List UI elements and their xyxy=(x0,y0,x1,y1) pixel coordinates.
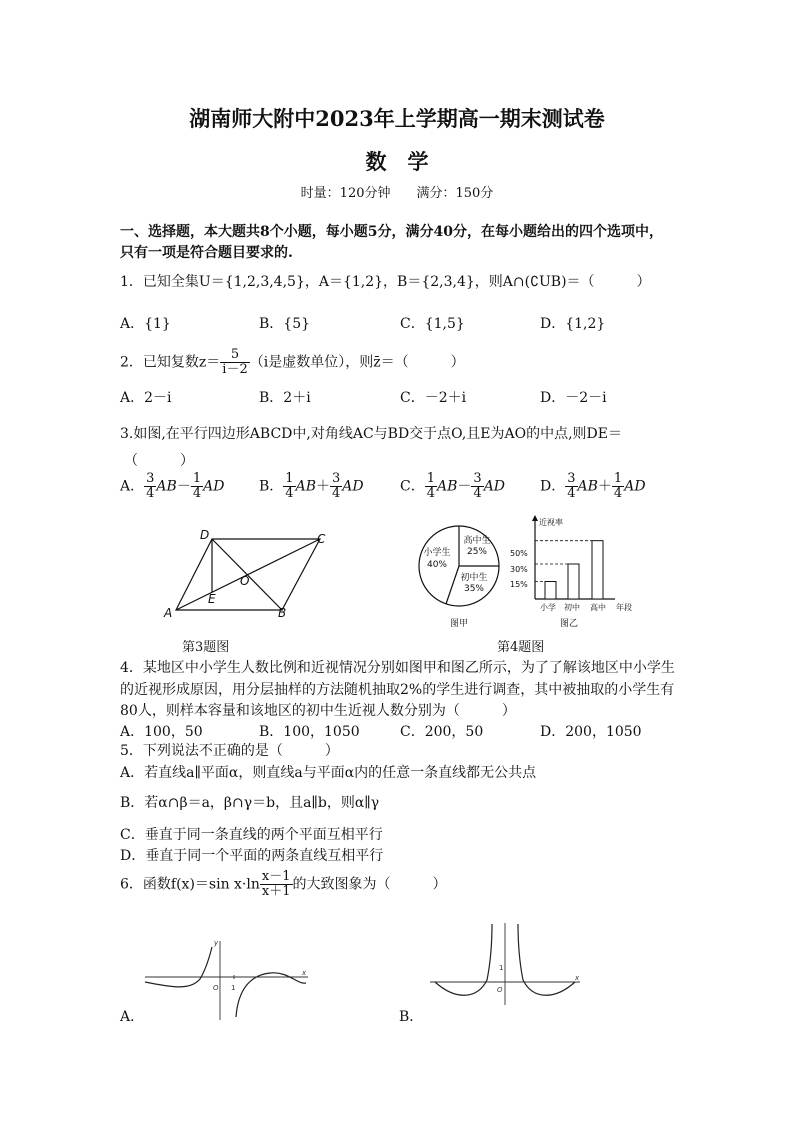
graph-b-origin: O xyxy=(497,986,503,994)
q2-option-a: A．2－i xyxy=(120,390,172,406)
q3-a-v1: AB xyxy=(156,478,177,495)
pie-value-junior: 35% xyxy=(463,584,485,594)
bar-series xyxy=(545,541,603,599)
bar-tick-50: 50% xyxy=(510,549,528,558)
q2-stem-a: 2．已知复数z＝ xyxy=(120,354,221,371)
q3-a-v2: AD xyxy=(203,478,225,495)
section-heading-line2: 只有一项是符合题目要求的. xyxy=(120,245,293,261)
q3-a-d2: 4 xyxy=(192,486,202,501)
q3-b-frac1 xyxy=(283,472,295,501)
q6-option-a: A． xyxy=(120,1009,145,1025)
q3-d-v1: AB xyxy=(577,478,598,495)
q3-c-op: － xyxy=(457,478,472,495)
q3-d-d2: 4 xyxy=(613,486,623,501)
point-a: A xyxy=(164,606,173,620)
q4-option-a: A．100，50 xyxy=(120,724,203,740)
q3-a-n1: 3 xyxy=(146,471,155,486)
q2-stem-b: （i是虚数单位），则z̄＝（ ） xyxy=(249,354,465,371)
q1-option-a: A．{1} xyxy=(120,316,171,332)
q2-fraction xyxy=(220,348,249,377)
q3-c-n1: 1 xyxy=(426,471,435,486)
graph-a-x-label: x xyxy=(302,969,307,977)
q3-option-c xyxy=(400,472,505,501)
graph-b-left-branch xyxy=(435,924,492,995)
q3-c-n2: 3 xyxy=(473,471,482,486)
q3-a-frac2 xyxy=(191,472,203,501)
q3-a-frac1 xyxy=(144,472,156,501)
q2-frac-num: 5 xyxy=(220,348,249,363)
q3-c-frac1 xyxy=(425,472,437,501)
q3-b-n1: 1 xyxy=(285,471,294,486)
q3-option-d xyxy=(540,472,646,501)
graph-b-one: 1 xyxy=(499,964,504,972)
bar-guides xyxy=(535,541,592,582)
bar-cat-primary: 小学 xyxy=(540,603,556,612)
graph-a-right-branch xyxy=(236,973,306,1017)
bar-junior xyxy=(568,564,579,599)
q4-option-b: B．100，1050 xyxy=(259,724,360,740)
graph-a-origin: O xyxy=(213,984,219,992)
q5-option-a: A．若直线a∥平面α，则直线a与平面α内的任意一条直线都无公共点 xyxy=(120,765,537,781)
q3-stem-line2: （ ） xyxy=(124,453,194,469)
q3-c-v1: AB xyxy=(437,478,458,495)
bar-cat-junior: 初中 xyxy=(564,603,580,612)
bar-x-label: 年段 xyxy=(616,603,632,612)
q1-option-c: C．{1,5} xyxy=(400,316,465,332)
pie-label-primary: 小学生 xyxy=(423,548,451,558)
exam-meta: 时量：120分钟 满分：150分 xyxy=(300,186,494,201)
q4-line2: 的近视形成原因，用分层抽样的方法随机抽取2%的学生进行调查，其中被抽取的小学生有 xyxy=(120,682,675,698)
q3-a-n2: 1 xyxy=(192,471,202,486)
q3-b-v2: AD xyxy=(342,478,364,495)
page-title: 湖南师大附中2023年上学期高一期末测试卷 xyxy=(189,106,605,131)
q2-option-c: C．－2＋i xyxy=(400,390,467,406)
q3-d-d1: 4 xyxy=(567,486,576,501)
q1-stem: 1．已知全集U＝{1,2,3,4,5}，A＝{1,2}，B＝{2,3,4}，则A∩(∁UB)＝（ ） xyxy=(120,274,651,290)
q3-c-v2: AD xyxy=(483,478,506,495)
q3-d-n2: 1 xyxy=(613,471,623,486)
q5-option-c: C．垂直于同一条直线的两个平面互相平行 xyxy=(120,827,383,843)
section-heading-line1: 一、选择题，本大题共8个小题，每小题5分，满分40分，在每小题给出的四个选项中， xyxy=(120,224,663,240)
fig4-bar-chart xyxy=(505,513,665,633)
subject-title: 数 学 xyxy=(365,149,429,174)
q3-c-label: C． xyxy=(400,478,425,495)
q3-c-d2: 4 xyxy=(473,486,482,501)
bar-tick-15: 15% xyxy=(510,580,528,589)
pie-value-primary: 40% xyxy=(426,560,448,570)
q5-option-d: D．垂直于同一个平面的两条直线互相平行 xyxy=(120,848,384,864)
q6-frac-num: x－1 xyxy=(261,869,291,884)
q6-option-b: B． xyxy=(399,1009,424,1025)
q3-b-d1: 4 xyxy=(285,486,294,501)
q4-figure-caption: 第4题图 xyxy=(497,640,545,655)
q2-option-d: D．－2－i xyxy=(540,390,607,406)
q3-d-label: D． xyxy=(540,478,566,495)
q6-stem xyxy=(120,870,447,899)
bar-primary xyxy=(545,582,556,600)
point-b: B xyxy=(278,606,287,620)
q3-b-v1: AB xyxy=(295,478,316,495)
q3-d-v2: AD xyxy=(624,478,646,495)
q3-b-op: ＋ xyxy=(315,478,330,495)
point-c: C xyxy=(317,532,326,546)
bar-senior xyxy=(592,541,603,599)
bar-caption: 图乙 xyxy=(560,619,579,629)
q5-option-b: B．若α∩β＝a，β∩γ＝b，且a∥b，则α∥γ xyxy=(120,795,380,811)
q3-b-frac2 xyxy=(330,472,342,501)
q3-d-op: ＋ xyxy=(597,478,612,495)
q6-fraction xyxy=(260,870,293,899)
q3-d-frac2 xyxy=(612,472,624,501)
q4-line3: 80人，则样本容量和该地区的初中生近视人数分别为（ ） xyxy=(120,703,516,719)
q3-parallelogram-figure xyxy=(160,525,340,625)
pie-divider-bottom xyxy=(446,566,459,604)
q3-a-d1: 4 xyxy=(146,486,155,501)
q3-option-b xyxy=(259,472,364,501)
q6-stem-b: 的大致图象为（ ） xyxy=(292,876,447,893)
q3-b-d2: 4 xyxy=(331,486,341,501)
point-e: E xyxy=(208,592,216,606)
q6-graph-a xyxy=(140,935,315,1025)
pie-label-senior: 高中生 xyxy=(463,536,491,546)
q2-option-b: B．2＋i xyxy=(259,390,311,406)
graph-a-left-branch xyxy=(145,947,212,987)
q6-graph-b xyxy=(425,920,585,1010)
pie-caption: 图甲 xyxy=(449,619,469,629)
q1-option-b: B．{5} xyxy=(259,316,311,332)
q6-frac-den: x＋1 xyxy=(261,884,291,899)
point-d: D xyxy=(200,528,210,542)
pie-value-senior: 25% xyxy=(466,547,488,557)
q3-a-label: A． xyxy=(120,478,145,495)
graph-a-y-label: y xyxy=(214,939,219,947)
pie-label-junior: 初中生 xyxy=(460,573,488,583)
q6-stem-a: 6．函数f(x)＝sin x·ln xyxy=(120,876,260,893)
q3-d-n1: 3 xyxy=(567,471,576,486)
q3-a-op: － xyxy=(176,478,191,495)
q3-b-label: B． xyxy=(259,478,284,495)
q3-c-frac2 xyxy=(471,472,483,501)
graph-b-x-label: x xyxy=(575,974,580,982)
q4-option-c: C．200，50 xyxy=(400,724,484,740)
q3-option-a xyxy=(120,472,224,501)
q3-d-frac1 xyxy=(565,472,577,501)
q3-c-d1: 4 xyxy=(426,486,435,501)
bar-y-label: 近视率 xyxy=(539,518,563,527)
graph-a-one: 1 xyxy=(231,984,236,992)
q1-option-d: D．{1,2} xyxy=(540,316,606,332)
bar-cat-senior: 高中 xyxy=(590,603,606,612)
graph-b-right-branch xyxy=(518,924,575,995)
point-o: O xyxy=(240,574,250,588)
q4-option-d: D．200，1050 xyxy=(540,724,642,740)
bar-y-arrow xyxy=(532,515,538,521)
q3-stem-line1: 3.如图,在平行四边形ABCD中,对角线AC与BD交于点O,且E为AO的中点,则DE＝ xyxy=(120,426,622,442)
q3-figure-caption: 第3题图 xyxy=(182,640,230,655)
q3-b-n2: 3 xyxy=(331,471,341,486)
q4-line1: 4．某地区中小学生人数比例和近视情况分别如图甲和图乙所示，为了了解该地区中小学生 xyxy=(120,660,675,676)
q2-frac-den: i－2 xyxy=(222,362,248,377)
q2-stem xyxy=(120,348,465,377)
q5-stem: 5．下列说法不正确的是（ ） xyxy=(120,743,339,759)
bar-tick-30: 30% xyxy=(510,565,528,574)
